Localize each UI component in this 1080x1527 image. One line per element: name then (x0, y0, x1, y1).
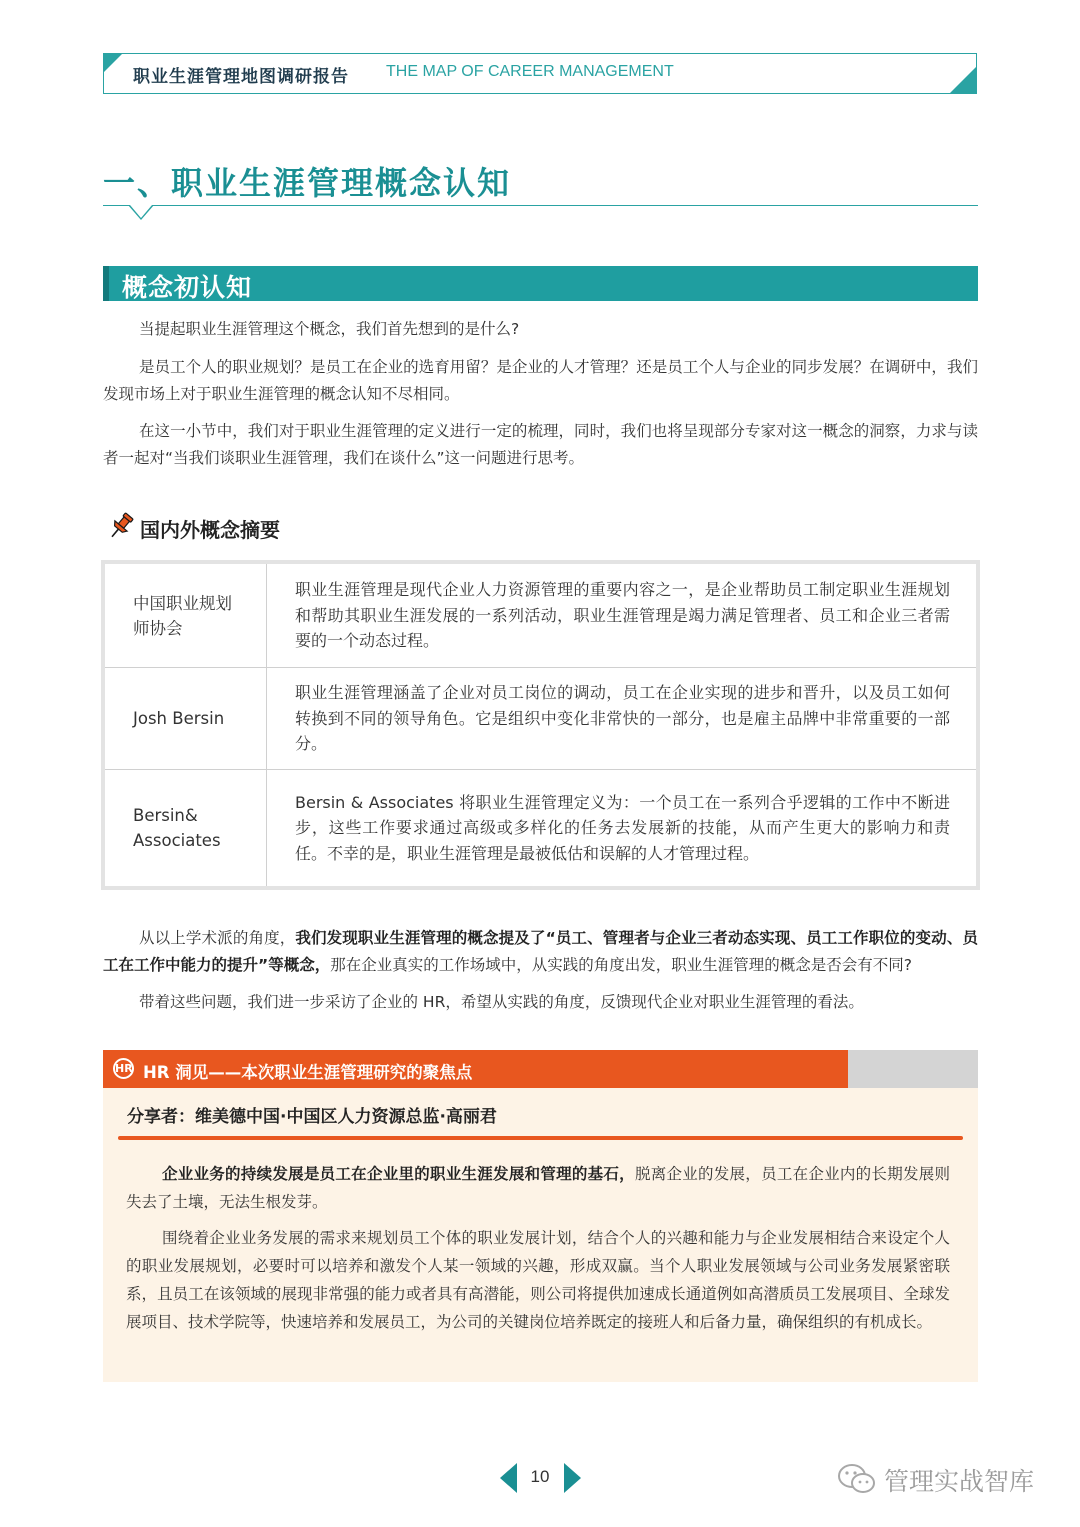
concept-source: Bersin& Associates (133, 806, 221, 850)
concept-definition: Bersin & Associates 将职业生涯管理定义为：一个员工在一系列合乎逻辑的工作中不断进步，这些工作要求通过高级或多样化的任务去发展新的技能，从而产生更大的影响力和责任。不幸的是，职业生涯管理是最被低估和误解的人才管理过程。 (295, 792, 950, 863)
concept-definition: 职业生涯管理涵盖了企业对员工岗位的调动，员工在企业实现的进步和晋升，以及员工如何转换到不同的领导角色。它是组织中变化非常快的一部分，也是雇主品牌中非常重要的一部分。 (295, 683, 950, 754)
analysis-paragraph: 从以上学术派的角度，我们发现职业生涯管理的概念提及了“员工、管理者与企业三者动态实现、员工工作职位的变动、员工在工作中能力的提升”等概念，那在企业真实的工作场域中，从实践的角度出发，职业生涯管理的概念是否会有不同? (103, 929, 978, 974)
hr-badge-icon: HR (113, 1058, 134, 1079)
intro-paragraph: 在这一小节中，我们对于职业生涯管理的定义进行一定的梳理，同时，我们也将呈现部分专家对这一概念的洞察，力求与读者一起对“当我们谈职业生涯管理，我们在谈什么”这一问题进行思考。 (103, 422, 978, 467)
section-divider (103, 205, 978, 206)
table-row (105, 668, 976, 770)
hr-paragraph: 企业业务的持续发展是员工在企业里的职业生涯发展和管理的基石，脱离企业的发展，员工在企业内的长期发展则失去了土壤，无法生根发芽。 (126, 1165, 950, 1211)
report-title-en: THE MAP OF CAREER MANAGEMENT (386, 63, 674, 80)
concept-source: 中国职业规划师协会 (133, 593, 232, 638)
hr-paragraph: 围绕着企业业务发展的需求来规划员工个体的职业发展计划，结合个人的兴趣和能力与企业发展相结合来设定个人的职业发展规划，必要时可以培养和激发个人某一领域的兴趣，形成双赢。当个人职业发展领域与公司业务发展紧密联系，且员工在该领域的展现非常强的能力或者具有高潜能，则公司将提供加速成长通道例如高潜质员工发展项目、全球发展项目、技术学院等，快速培养和发展员工，为公司的关键岗位培养既定的接班人和后备力量，确保组织的有机成长。 (126, 1229, 950, 1331)
report-title: 职业生涯管理地图调研报告 (133, 67, 349, 87)
prev-page-arrow-icon[interactable] (500, 1463, 517, 1493)
intro-paragraph: 当提起职业生涯管理这个概念，我们首先想到的是什么? (139, 320, 520, 338)
header-corner-decoration (949, 66, 977, 94)
hr-insight-title: HR 洞见——本次职业生涯管理研究的聚焦点 (143, 1063, 473, 1082)
section-title: 一、职业生涯管理概念认知 (103, 164, 512, 202)
page-number: 10 (530, 1467, 550, 1486)
table-row (105, 770, 976, 886)
pushpin-icon (106, 511, 136, 541)
concept-source: Josh Bersin (133, 709, 225, 728)
watermark-text: 管理实战智库 (884, 1467, 1035, 1496)
next-page-arrow-icon[interactable] (564, 1463, 581, 1493)
header-corner-decoration (103, 53, 123, 73)
concept-table (101, 560, 980, 890)
intro-paragraph: 是员工个人的职业规划？是员工在企业的选育用留？是企业的人才管理？还是员工个人与企业的同步发展？在调研中，我们发现市场上对于职业生涯管理的概念认知不尽相同。 (103, 358, 978, 403)
wechat-icon (836, 1462, 878, 1496)
sharer-line: 分享者：维美德中国·中国区人力资源总监·高丽君 (127, 1107, 497, 1127)
subsection-title: 概念初认知 (122, 273, 253, 302)
concept-definition: 职业生涯管理是现代企业人力资源管理的重要内容之一，是企业帮助员工制定职业生涯规划和帮助其职业生涯发展的一系列活动，职业生涯管理是竭力满足管理者、员工和企业三者需要的一个动态过程。 (295, 580, 950, 651)
table-row (105, 564, 976, 668)
hr-divider (118, 1136, 963, 1140)
analysis-paragraph: 带着这些问题，我们进一步采访了企业的 HR，希望从实践的角度，反馈现代企业对职业生涯管理的看法。 (139, 993, 864, 1011)
concepts-heading: 国内外概念摘要 (140, 518, 280, 542)
